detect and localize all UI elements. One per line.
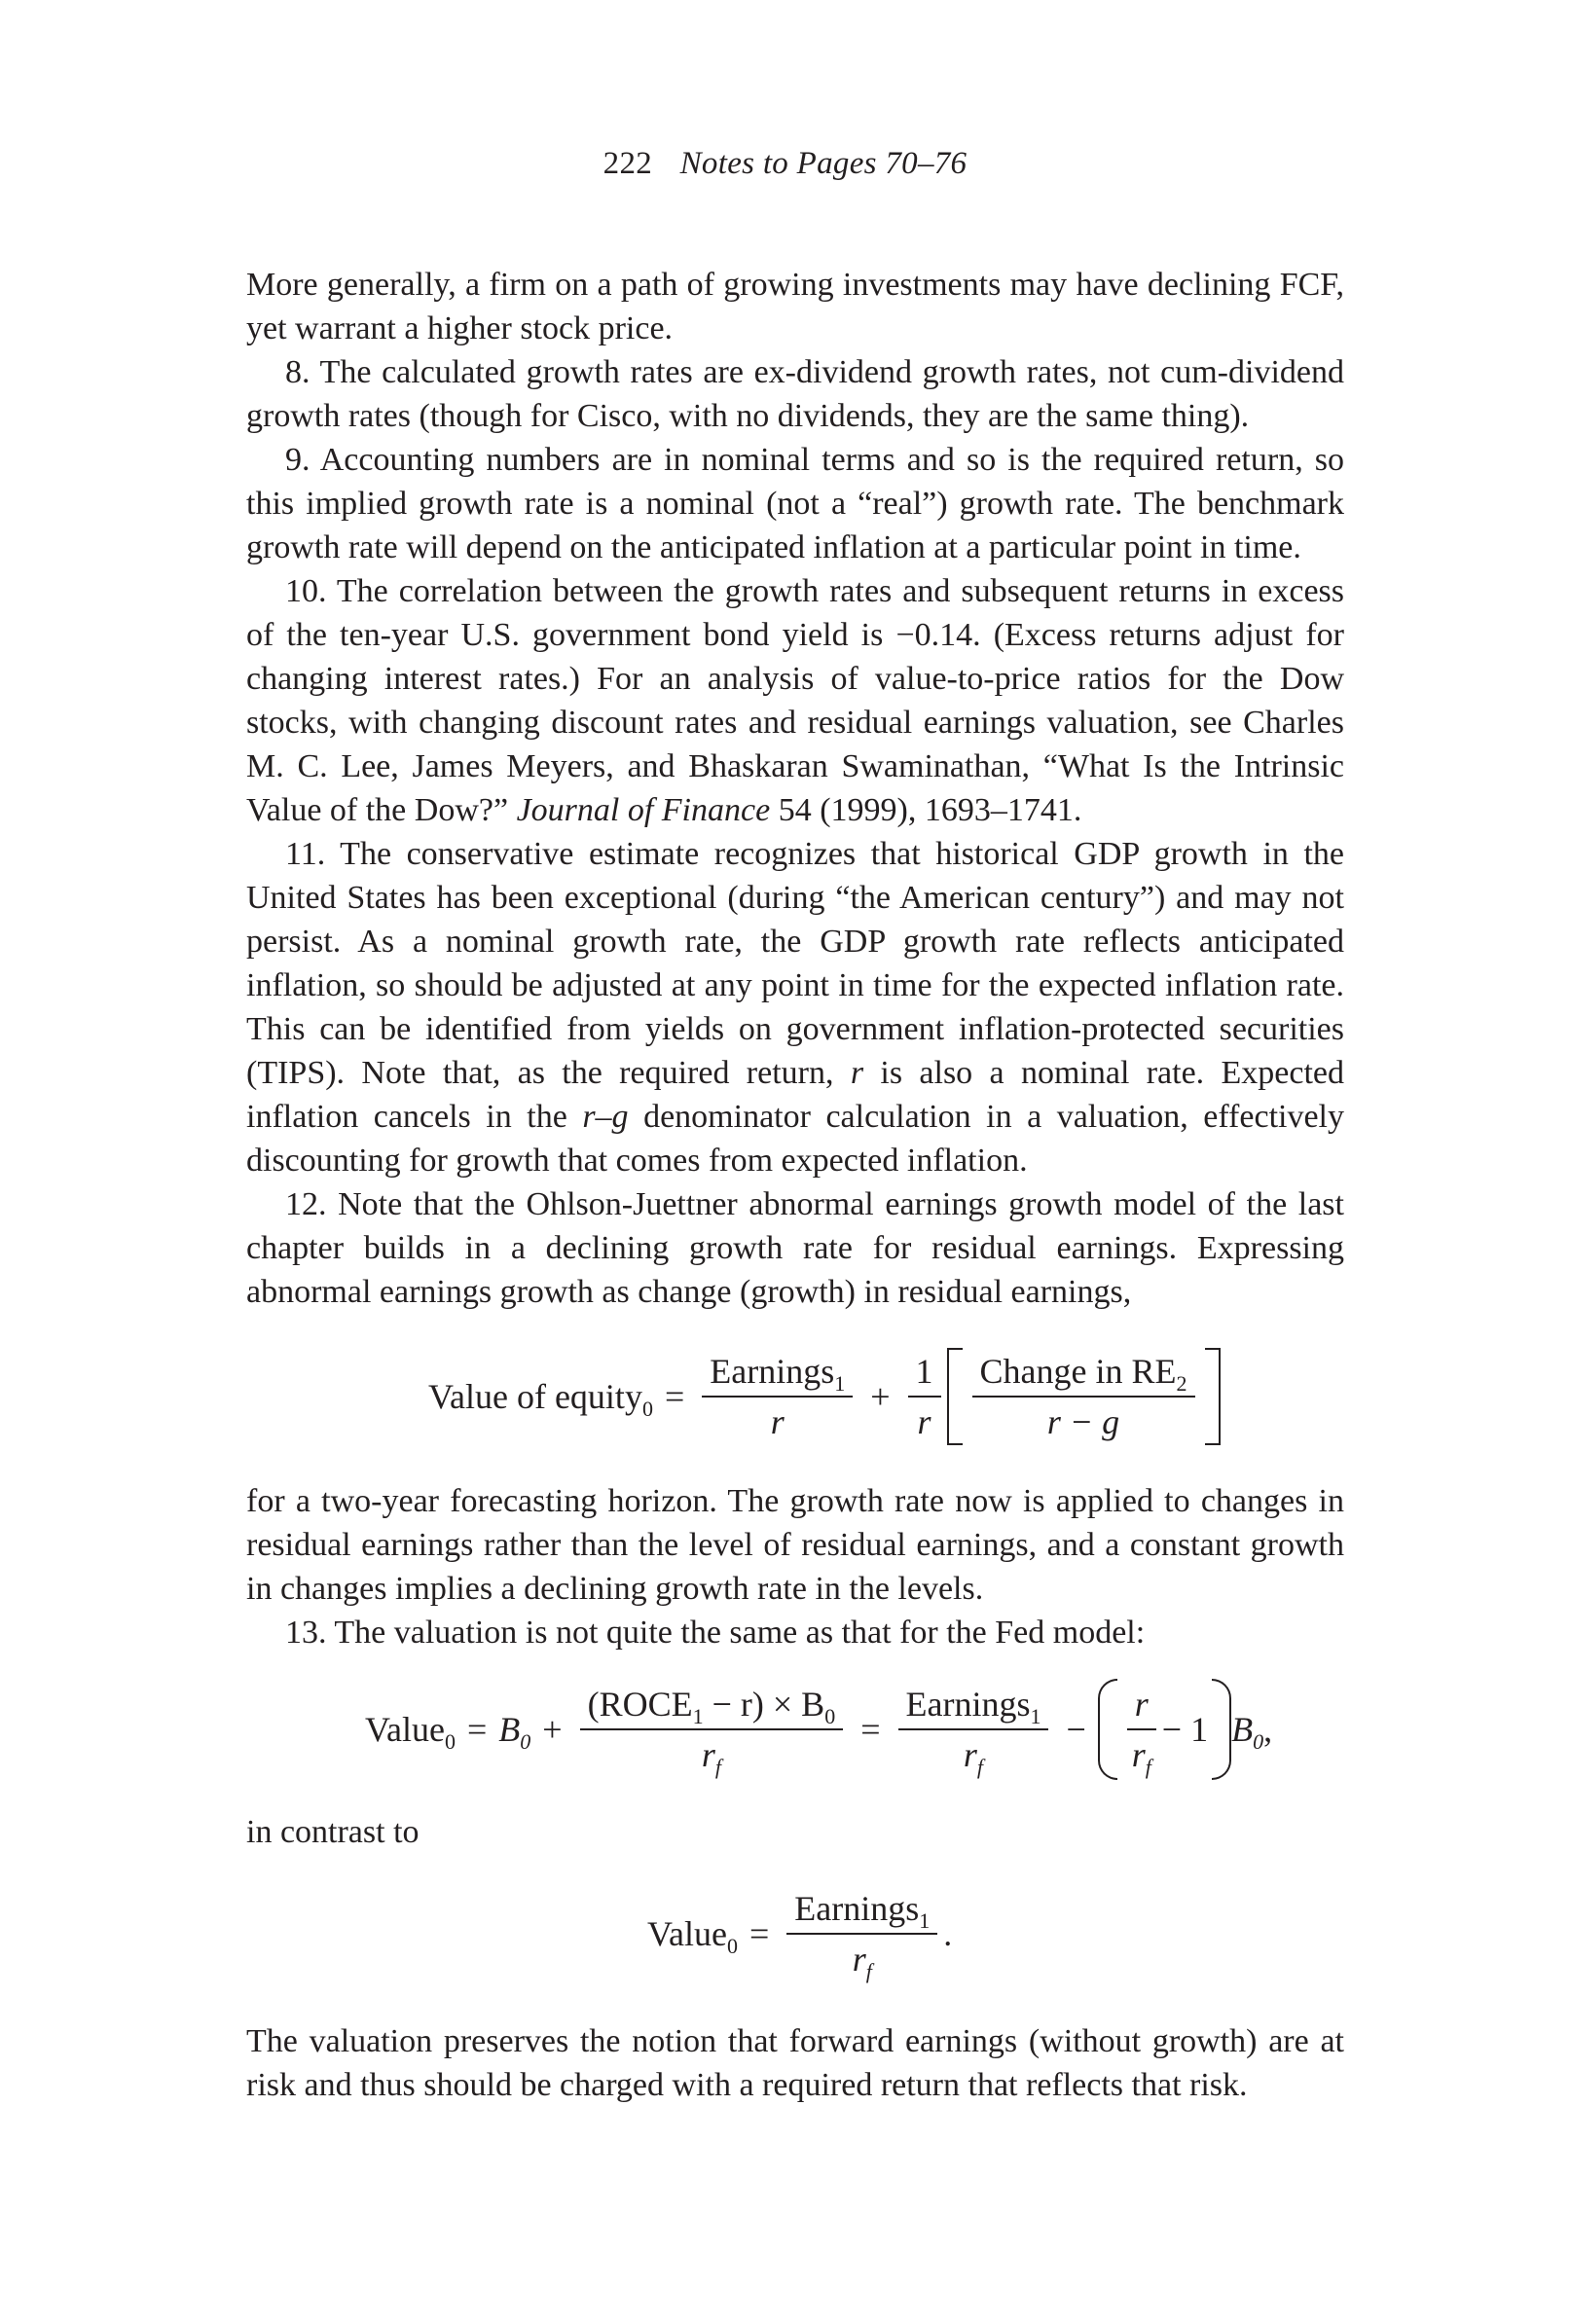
journal-title: Journal of Finance xyxy=(516,792,771,828)
eq1-fraction-one-over-r: $\frac{1}{r}$ xyxy=(908,1351,941,1442)
note-10-text: 10. The correlation between the growth rates and subsequent returns in excess of the ten-year U.S. government bond yield is −0.14. (Excess returns adjust for changing interest rates.) For an analysis of value-to-price ratios for the Dow stocks, with changing discount rates and residual earnings valuation, see Charles M. C. Lee, James Meyers, and Bhaskaran Swaminathan, “What Is the Intrinsic Value of the Dow?” xyxy=(246,573,1344,828)
note-10 xyxy=(246,569,1344,832)
eq3-fraction-earnings: $\frac{Earnings_1}{r_f}$ xyxy=(786,1888,937,1979)
closing-text xyxy=(246,2019,1344,2107)
note-11 xyxy=(246,832,1344,1182)
running-header xyxy=(0,146,1570,182)
note-11-text-c: denominator calculation in a valuation, effectively discounting for growth that comes from expected inflation. xyxy=(246,1099,1344,1179)
final-paragraph: The valuation preserves the notion that forward earnings (without growth) are at risk and thus should be charged with a required return that reflects that risk. xyxy=(246,2023,1344,2103)
notes-body xyxy=(246,263,1344,1314)
note-8: 8. The calculated growth rates are ex-dividend growth rates, not cum-dividend growth rates (though for Cisco, with no dividends, they are the same thing). xyxy=(246,354,1344,434)
eq2-fraction-r-over-rf: $\frac{r}{r_f}$ xyxy=(1127,1684,1156,1775)
note-11-var-rg: r–g xyxy=(582,1099,629,1135)
in-contrast-text xyxy=(246,1810,1344,1854)
page-number: 222 xyxy=(602,146,653,181)
equation-fed-model-value: Value$_0$ = $B_0$ + $\frac{(ROCE_1 - r) \times B_0}{r_f}$ = $\frac{Earnings_1}{r_f}$ − $\frac{r}{r_f}$ − 1 $B_0$ , xyxy=(365,1679,1272,1780)
eq1-fraction-earnings: $\frac{Earnings_1}{r}$ xyxy=(702,1351,853,1442)
equation-value-of-equity: Value of equity$_0$ = $\frac{Earnings_1}{r}$ + $\frac{1}{r}$ $\frac{Change in RE_2}{r - g}$ xyxy=(428,1348,1221,1445)
eq3-lhs: Value$_0$ xyxy=(647,1914,738,1958)
eq2-book-value-end: $B_0$ xyxy=(1231,1710,1264,1754)
note-10-citation: 54 (1999), 1693–1741. xyxy=(770,792,1082,828)
eq2-lhs: Value$_0$ xyxy=(365,1710,456,1754)
in-contrast: in contrast to xyxy=(246,1814,420,1850)
note-11-var-r: r xyxy=(850,1055,864,1091)
equation-value-earnings: Value$_0$ = $\frac{Earnings_1}{r_f}$ . xyxy=(647,1889,953,1983)
note-9: 9. Accounting numbers are in nominal terms and so is the required return, so this implied growth rate is a nominal (not a “real”) growth rate. The benchmark growth rate will depend on the anticipated inflation at a particular point in time. xyxy=(246,442,1344,565)
after-equation-1: for a two-year forecasting horizon. The growth rate now is applied to changes in residual earnings rather than the level of residual earnings, and a constant growth in changes implies a declining growth rate in the levels. xyxy=(246,1483,1344,1607)
running-title: Notes to Pages 70–76 xyxy=(679,146,968,181)
note-13: 13. The valuation is not quite the same as that for the Fed model: xyxy=(285,1615,1146,1651)
note-11-text-a: 11. The conservative estimate recognizes that historical GDP growth in the United States has been exceptional (during “the American century”) and may not persist. As a nominal growth rate, the GDP growth rate reflects anticipated inflation, so should be adjusted at any point in time for the expected inflation rate. This can be identified from yields on government inflation-protected securities (TIPS). Note that, as the required return, xyxy=(246,836,1344,1091)
eq1-lhs: Value of equity$_0$ xyxy=(428,1377,653,1421)
note-12: 12. Note that the Ohlson-Juettner abnormal earnings growth model of the last chapter builds in a declining growth rate for residual earnings. Expressing abnormal earnings growth as change (growth) in residual earnings, xyxy=(246,1186,1344,1310)
eq2-fraction-roce: $\frac{(ROCE_1 - r) \times B_0}{r_f}$ xyxy=(580,1684,844,1775)
notes-body-continued xyxy=(246,1479,1344,1654)
eq1-fraction-change-re: $\frac{Change in RE_2}{r - g}$ xyxy=(972,1351,1195,1442)
eq2-book-value: $B_0$ xyxy=(498,1710,531,1754)
left-bracket xyxy=(947,1348,963,1445)
right-bracket xyxy=(1205,1348,1221,1445)
eq2-fraction-earnings: $\frac{Earnings_1}{r_f}$ xyxy=(898,1684,1049,1775)
continued-paragraph: More generally, a firm on a path of growing investments may have declining FCF, yet warrant a higher stock price. xyxy=(246,267,1344,346)
note-11-text-b: is also a nominal rate. Expected inflation cancels in the xyxy=(246,1055,1345,1135)
left-paren xyxy=(1098,1679,1117,1780)
right-paren xyxy=(1212,1679,1231,1780)
